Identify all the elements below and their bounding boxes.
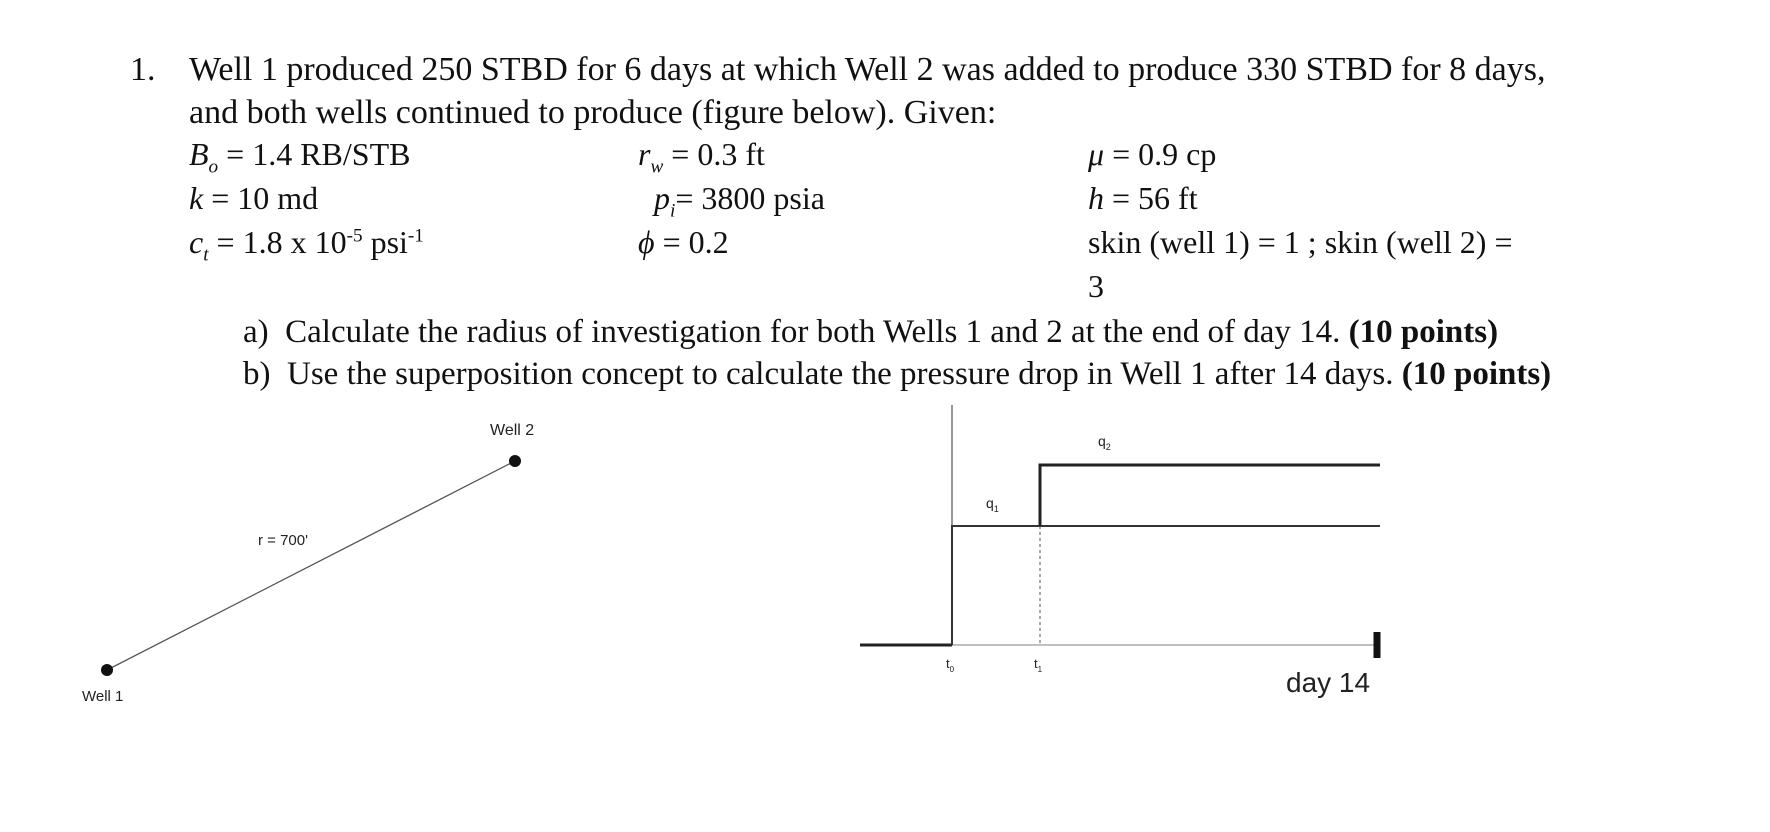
part-b-text: Use the superposition concept to calculate the pressure drop in Well 1 after 14 days.: [287, 356, 1402, 392]
part-b-points: (10 points): [1401, 356, 1552, 392]
well-1-marker: [101, 664, 113, 676]
well-diagram: [60, 415, 660, 745]
part-a-letter: a): [243, 314, 269, 350]
given-mu: μ = 0.9 cp: [1088, 136, 1217, 172]
well-1-label: Well 1: [82, 688, 124, 705]
given-ct: $c_t = 1.8$ x $10^{-5}$ psi$^{-1}$: [189, 224, 424, 266]
q2-rate-line: [1040, 465, 1380, 526]
given-pi: $p_i= 3800$ psia: [654, 180, 825, 222]
part-b-letter: b): [243, 356, 271, 392]
part-a: [243, 314, 1498, 351]
q2-label: $q_2$: [1098, 433, 1111, 452]
distance-label: r = 700': [258, 532, 308, 549]
well-2-marker: [509, 455, 521, 467]
given-h: h = 56 ft: [1088, 180, 1198, 216]
t1-label: $t_1$: [1034, 656, 1043, 674]
day-14-label: day 14: [1286, 667, 1371, 698]
q1-rate-line: [952, 526, 1380, 645]
well-2-label: Well 2: [490, 422, 535, 439]
well-connector-line: [107, 461, 515, 670]
given-bo: $B_o = 1.4$ RB/STB: [189, 136, 411, 178]
rate-schedule-diagram: [850, 400, 1410, 700]
part-a-text: Calculate the radius of investigation for both Wells 1 and 2 at the end of day 14.: [285, 314, 1349, 350]
question-line-1: Well 1 produced 250 STBD for 6 days at which Well 2 was added to produce 330 STBD for 8 days,: [189, 51, 1546, 88]
given-rw: $r_w = 0.3$ ft: [638, 136, 765, 178]
given-k: k = 10 md: [189, 180, 319, 216]
part-a-points: (10 points): [1348, 314, 1499, 350]
given-skin-line-1: skin (well 1) = 1 ; skin (well 2) =: [1088, 224, 1513, 260]
given-phi: ϕ = 0.2: [638, 224, 729, 260]
t0-label: $t_0$: [946, 656, 955, 674]
question-number: 1.: [130, 51, 156, 88]
question-line-2: and both wells continued to produce (figure below). Given:: [189, 94, 997, 131]
given-skin-line-2: 3: [1088, 268, 1104, 304]
part-b: [243, 356, 1551, 393]
q1-label: $q_1$: [986, 495, 999, 514]
